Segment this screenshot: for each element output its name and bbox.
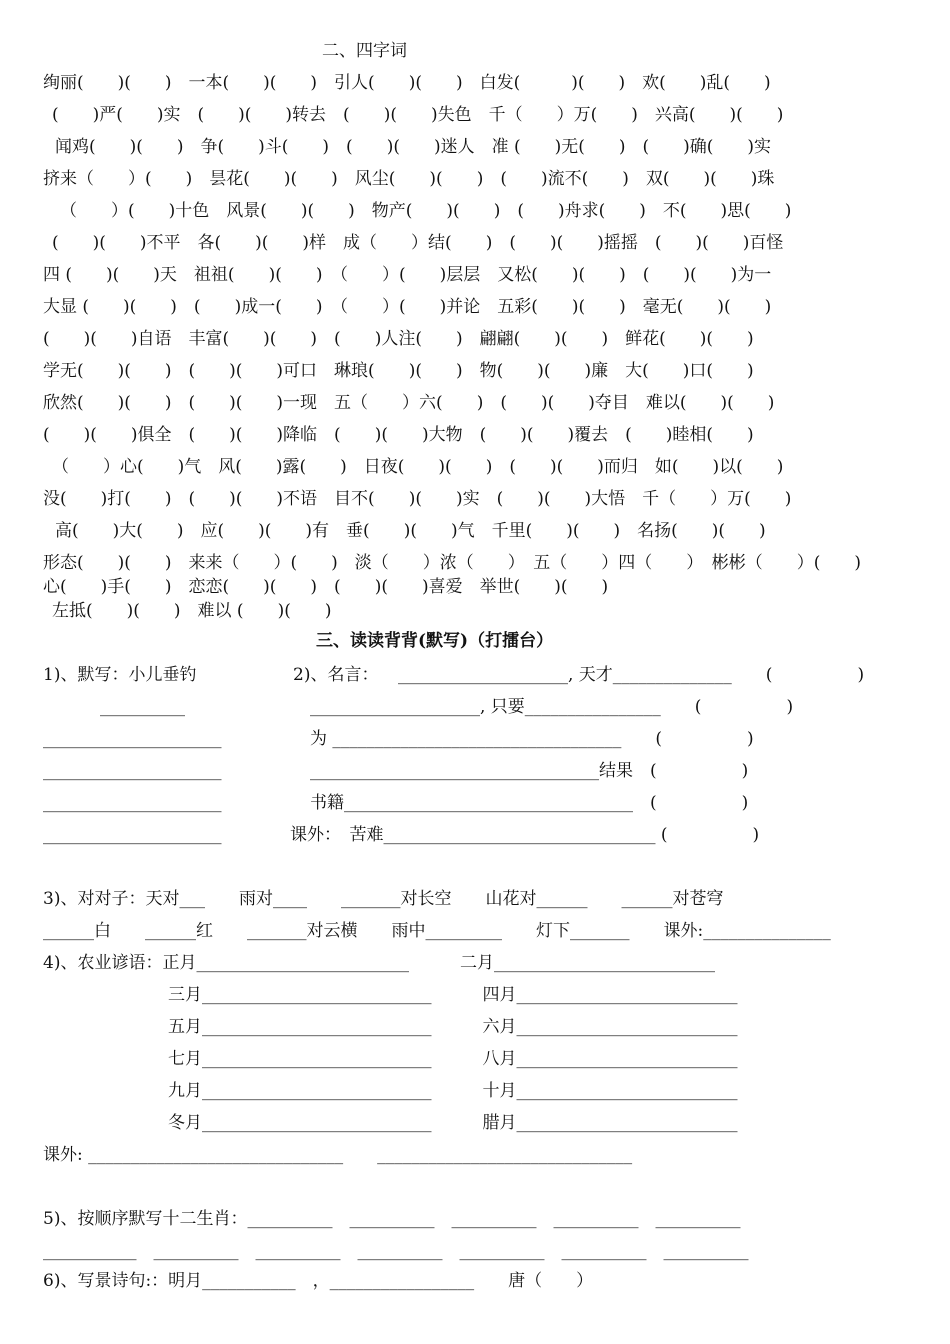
idiom-row: 心( )手( ) 恋恋( )( ) ( )( )喜爱 举世( )( ): [43, 577, 609, 597]
q2-line[interactable]: ____________________, 只要________________ ( ): [310, 697, 794, 717]
idiom-row: 四 ( )( )天 祖祖( )( ) （ ）( )层层 又松( )( ) ( )( )为一: [43, 265, 772, 285]
q4-row[interactable]: 三月___________________________ 四月__________________________: [168, 985, 738, 1005]
idiom-row: （ ）( )十色 风景( )( ) 物产( )( ) ( )舟求( ) 不( )思( ): [60, 201, 792, 221]
idiom-row: 绚丽( )( ) 一本( )( ) 引人( )( ) 白发( )( ) 欢( )乱( ): [43, 73, 771, 93]
idiom-row: ( )( )不平 各( )( )样 成（ ）结( ) ( )( )摇摇 ( )( )百怪: [52, 233, 784, 253]
q2-extra[interactable]: 课外： 苦难________________________________ ( ): [290, 825, 760, 845]
q3-line-1[interactable]: 3)、对对子：天对___ 雨对____ _______对长空 山花对______ ______对苍穹: [43, 889, 724, 909]
q4-row[interactable]: 冬月___________________________ 腊月__________________________: [168, 1113, 738, 1133]
idiom-row: 没( )打( ) ( )( )不语 目不( )( )实 ( )( )大悟 千（ ）万( ): [43, 489, 792, 509]
idiom-row: ( )( )自语 丰富( )( ) ( )人注( ) 翩翩( )( ) 鲜花( )( ): [43, 329, 754, 349]
q4-label[interactable]: 4)、农业谚语：正月_________________________ 二月__________________________: [43, 953, 715, 973]
idiom-row: 高( )大( ) 应( )( )有 垂( )( )气 千里( )( ) 名扬( )( ): [55, 521, 766, 541]
idiom-row: （ ）心( )气 风( )露( ) 日夜( )( ) ( )( )而归 如( )以( ): [52, 457, 784, 477]
idiom-row: 左抵( )( ) 难以 ( )( ): [52, 601, 332, 621]
q2-line[interactable]: 书籍__________________________________ ( ): [310, 793, 749, 813]
idiom-row: ( )严( )实 ( )( )转去 ( )( )失色 千（ ）万( ) 兴高( )( ): [52, 105, 784, 125]
q1-blank[interactable]: _____________________: [43, 761, 222, 781]
q5-line-1[interactable]: 5)、按顺序默写十二生肖：__________ __________ __________ __________ __________: [43, 1209, 741, 1229]
q2-line[interactable]: 为 __________________________________ ( ): [310, 729, 754, 749]
idiom-row: 大显 ( )( ) ( )成一( ) （ ）( )并论 五彩( )( ) 毫无( )( ): [43, 297, 772, 317]
q2-line[interactable]: __________________________________结果 ( ): [310, 761, 749, 781]
q6-line[interactable]: 6)、写景诗句:：明月___________ ，_________________ 唐（ ）: [43, 1271, 594, 1291]
q4-row[interactable]: 九月___________________________ 十月__________________________: [168, 1081, 738, 1101]
q1-blank[interactable]: __________: [100, 697, 185, 717]
q1-blank[interactable]: _____________________: [43, 729, 222, 749]
q3-line-2[interactable]: ______白 ______红 _______对云横 雨中_________ 灯下_______ 课外:_______________: [43, 921, 831, 941]
q4-row[interactable]: 七月___________________________ 八月__________________________: [168, 1049, 738, 1069]
idiom-row: ( )( )俱全 ( )( )降临 ( )( )大物 ( )( )覆去 ( )睦相( ): [43, 425, 754, 445]
q2-line[interactable]: ____________________, 天才______________ ( ): [398, 665, 865, 685]
idiom-row: 学无( )( ) ( )( )可口 琳琅( )( ) 物( )( )廉 大( )口( ): [43, 361, 754, 381]
q2-label: 2)、名言：: [293, 665, 379, 685]
q1-label: 1)、默写：小儿垂钓: [43, 665, 197, 685]
idiom-row: 挤来（ ）( ) 昙花( )( ) 风尘( )( ) ( )流不( ) 双( )( )珠: [43, 169, 775, 189]
idiom-row: 闻鸡( )( ) 争( )斗( ) ( )( )迷人 准 ( )无( ) ( )确( )实: [55, 137, 772, 157]
q4-extra[interactable]: 课外: ______________________________ ______________________________: [43, 1145, 633, 1165]
q1-blank[interactable]: _____________________: [43, 793, 222, 813]
idiom-row: 欣然( )( ) ( )( )一现 五（ ）六( ) ( )( )夺目 难以( )( ): [43, 393, 775, 413]
q1-blank[interactable]: _____________________: [43, 825, 222, 845]
q5-line-2[interactable]: ___________ __________ __________ __________ __________ __________ __________: [43, 1241, 749, 1261]
q4-row[interactable]: 五月___________________________ 六月__________________________: [168, 1017, 738, 1037]
section-2-title: 二、四字词: [322, 41, 407, 61]
idiom-row: 形态( )( ) 来来（ ）( ) 淡（ ）浓（ ） 五（ ）四（ ） 彬彬（ ）( ): [43, 553, 862, 573]
section-3-title: 三、读读背背(默写)（打擂台）: [316, 631, 554, 651]
